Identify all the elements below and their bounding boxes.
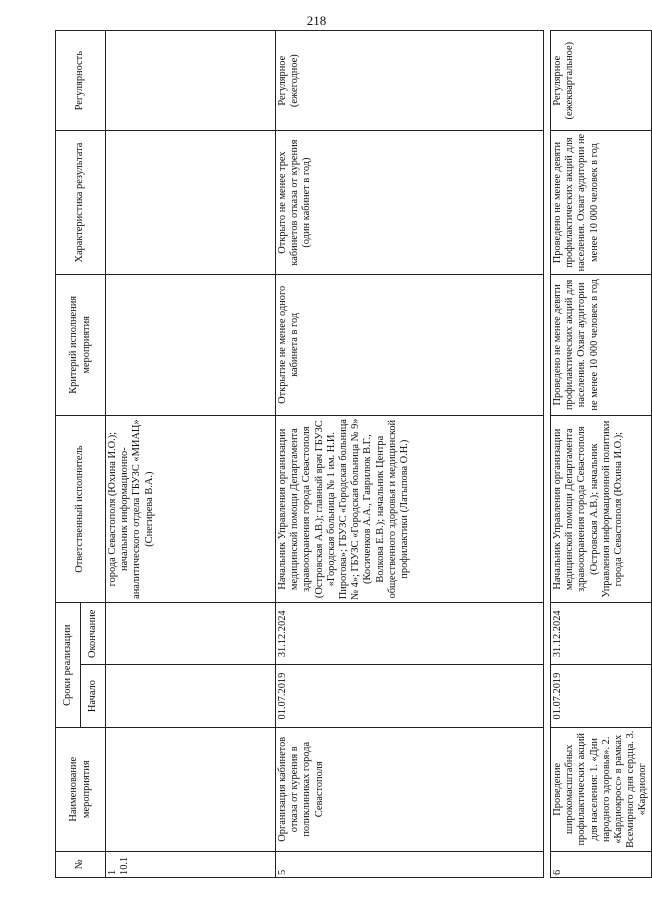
continuation-result bbox=[106, 131, 276, 274]
separator-cell bbox=[544, 31, 551, 878]
header-num: № bbox=[56, 851, 106, 877]
row-result: Проведено не менее девяти профилактических акций для населения. Охват аудитории не менее 10 000 человек в год bbox=[551, 131, 652, 274]
row-end: 31.12.2024 bbox=[276, 603, 544, 665]
continuation-end bbox=[106, 603, 276, 665]
continuation-row bbox=[106, 31, 276, 878]
row-start: 01.07.2019 bbox=[276, 665, 544, 728]
header-regularity: Регулярность bbox=[56, 31, 106, 131]
row-num: 6 bbox=[551, 851, 652, 877]
header-result: Характеристика результата bbox=[56, 131, 106, 274]
continuation-criterion bbox=[106, 274, 276, 415]
rotated-table-container bbox=[55, 30, 649, 878]
header-row bbox=[56, 31, 81, 878]
header-name: Наименование мероприятия bbox=[56, 728, 106, 852]
header-responsible: Ответственный исполнитель bbox=[56, 415, 106, 602]
row-end: 31.12.2024 bbox=[551, 603, 652, 665]
row-separator bbox=[544, 31, 551, 878]
row-responsible: Начальник Управления организации медицинской помощи Департамента здравоохранения города Севастополя (Островская А.В.); главный врач ГБУЗС «Городская больница № 1 им. Н.И. Пирогова»; ГБУЗС «Городская больница № 4»; ГБУЗС «Городская больница № 9» (Косиченков А.А., Гаврилюк В.Г., Волкова Е.В.); начальник Центра общественного здоровья и медицинской профилактики (Латыпова О.Н.) bbox=[276, 415, 544, 602]
continuation-regularity bbox=[106, 31, 276, 131]
header-criterion: Критерий исполнения мероприятия bbox=[56, 274, 106, 415]
row-name: Организация кабинетов отказа от курения в поликлиниках города Севастополя bbox=[276, 728, 544, 852]
row-criterion: Проведено не менее девяти профилактических акций для населения. Охват аудитории не менее 10 000 человек в год bbox=[551, 274, 652, 415]
table-row bbox=[551, 31, 652, 878]
page-number: 218 bbox=[306, 13, 327, 28]
row-regularity: Регулярное (ежеквартальное) bbox=[551, 31, 652, 131]
row-result: Открыто не менее трех кабинетов отказа от курения (один кабинет в год) bbox=[276, 131, 544, 274]
table-row bbox=[276, 31, 544, 878]
continuation-name bbox=[106, 728, 276, 852]
continuation-responsible: города Севастополя (Юхина И.О.); начальник информационно-аналитического отдела ГБУЗС «МИАЦ» (Снегирева В.А.) bbox=[106, 415, 276, 602]
row-responsible: Начальник Управления организации медицинской помощи Департамента здравоохранения города Севастополя (Островская А.В.); начальник Управления информационной политики города Севастополя (Юхина И.О.); bbox=[551, 415, 652, 602]
row-criterion: Открытие не менее одного кабинета в год bbox=[276, 274, 544, 415]
continuation-start bbox=[106, 665, 276, 728]
row-name: Проведение широкомасштабных профилактических акций для населения: 1. «Дни народного здоровья». 2. «Кардиокросс» в рамках Всемирного дня сердца. 3. «Кардиолог bbox=[551, 728, 652, 852]
header-terms: Сроки реализации bbox=[56, 603, 81, 728]
row-num: 5 bbox=[276, 851, 544, 877]
header-start: Начало bbox=[81, 665, 106, 728]
row-start: 01.07.2019 bbox=[551, 665, 652, 728]
row-regularity: Регулярное (ежегодное) bbox=[276, 31, 544, 131]
header-end: Окончание bbox=[81, 603, 106, 665]
continuation-num: 1 10.1 bbox=[106, 851, 276, 877]
events-table bbox=[55, 30, 652, 878]
